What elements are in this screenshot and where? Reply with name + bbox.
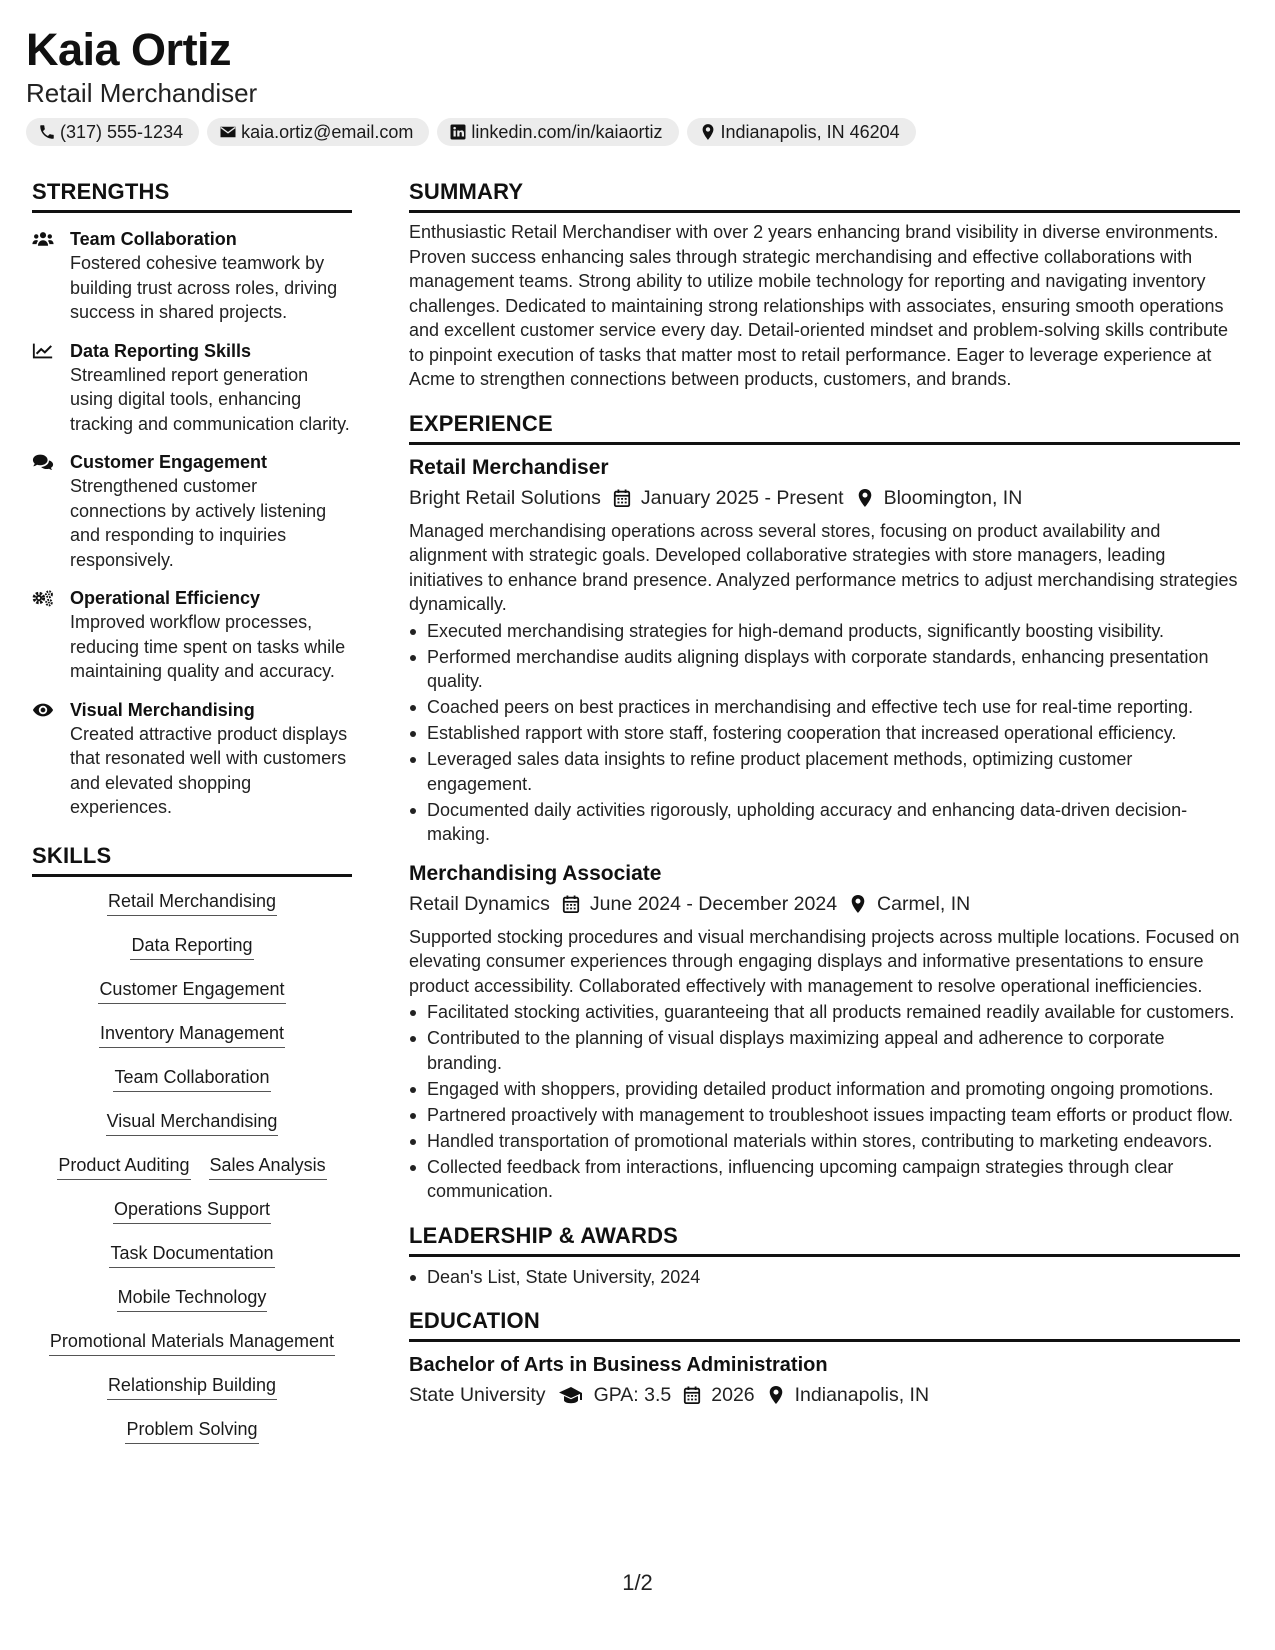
map-pin-icon — [856, 488, 874, 508]
job-company: Retail Dynamics — [409, 892, 550, 915]
summary-text: Enthusiastic Retail Merchandiser with over 2 years enhancing brand visibility in diverse environments. Proven success enhancing sales through strategic merchandising and effective collaborations with management teams. Strong ability to utilize mobile technology for reporting and navigating inventory challenges. Dedicated to maintaining strong relationships with associates, ensuring smooth operations and excellent customer service every day. Detail-oriented mindset and problem-solving skills contribute to pinpoint execution of tasks that matter most to retail performance. Eager to leverage experience at Acme to strengthen connections between products, customers, and brands. — [409, 222, 1229, 389]
chart-line-icon — [32, 342, 54, 360]
eye-icon — [32, 701, 54, 719]
bullet-item: Engaged with shoppers, providing detailed product information and promoting ongoing promotions. — [409, 1077, 1240, 1102]
phone-pill[interactable] — [26, 118, 199, 146]
education-meta — [409, 1382, 1240, 1408]
summary-heading: SUMMARY — [409, 178, 1240, 213]
right-column — [409, 178, 1240, 1408]
skill-tag: Relationship Building — [107, 1373, 277, 1400]
candidate-role: Retail Merchandiser — [26, 78, 258, 108]
degree-title: Bachelor of Arts in Business Administration — [409, 1354, 828, 1376]
job-entry — [409, 861, 1240, 1204]
strength-desc: Improved workflow processes, reducing time spent on tasks while maintaining quality and accuracy. — [70, 612, 346, 681]
skill-tag: Data Reporting — [130, 933, 253, 960]
contact-bar — [26, 118, 1246, 146]
bullet-item: Executed merchandising strategies for high-demand products, significantly boosting visibility. — [409, 619, 1240, 644]
envelope-icon — [219, 123, 237, 141]
skill-tag: Customer Engagement — [98, 977, 285, 1004]
awards-list — [409, 1265, 1240, 1290]
education-location: Indianapolis, IN — [794, 1384, 930, 1406]
strength-item — [32, 698, 352, 820]
strength-desc: Streamlined report generation using digital tools, enhancing tracking and communication clarity. — [70, 364, 350, 434]
gears-icon — [32, 589, 54, 607]
bullet-item: Facilitated stocking activities, guaranteeing that all products remained readily available for customers. — [409, 1000, 1240, 1025]
bullet-item: Documented daily activities rigorously, upholding accuracy and enhancing data-driven decision-making. — [409, 798, 1240, 847]
job-dates: June 2024 - December 2024 — [589, 892, 838, 915]
strength-title: Visual Merchandising — [70, 699, 255, 720]
bullet-item: Contributed to the planning of visual displays maximizing appeal and adherence to corporate branding. — [409, 1026, 1240, 1075]
strength-item — [32, 227, 352, 325]
job-meta — [409, 891, 1240, 917]
job-title: Merchandising Associate — [409, 861, 662, 885]
bullet-item: Handled transportation of promotional materials within stores, contributing to marketing endeavors. — [409, 1129, 1240, 1154]
location-text: Indianapolis, IN 46204 — [720, 121, 900, 142]
skill-tag: Inventory Management — [99, 1021, 285, 1048]
page-number: 1/2 — [622, 1570, 653, 1595]
strength-title: Team Collaboration — [70, 229, 237, 249]
email-text: kaia.ortiz@email.com — [241, 121, 414, 142]
job-dates: January 2025 - Present — [640, 486, 844, 509]
bullet-item: Established rapport with store staff, fostering cooperation that increased operational efficiency. — [409, 721, 1240, 746]
strengths-heading: STRENGTHS — [32, 178, 352, 213]
candidate-name: Kaia Ortiz — [26, 24, 232, 75]
bullet-item: Coached peers on best practices in merchandising and effective tech use for real-time reporting. — [409, 695, 1240, 720]
education-heading: EDUCATION — [409, 1307, 1240, 1342]
job-meta — [409, 485, 1240, 511]
location-pill[interactable] — [687, 118, 916, 146]
gpa-text: GPA: 3.5 — [593, 1384, 672, 1406]
phone-text: (317) 555-1234 — [60, 121, 184, 142]
skills-heading: SKILLS — [32, 842, 352, 877]
linkedin-text: linkedin.com/in/kaiaortiz — [471, 121, 663, 142]
strength-item — [32, 586, 352, 684]
strength-title: Operational Efficiency — [70, 588, 261, 608]
users-icon — [32, 230, 54, 248]
linkedin-icon — [449, 123, 467, 141]
skill-tag: Operations Support — [113, 1197, 271, 1224]
job-title: Retail Merchandiser — [409, 455, 609, 479]
skill-tag: Task Documentation — [109, 1241, 274, 1268]
map-pin-icon — [767, 1385, 785, 1405]
skill-tag: Mobile Technology — [117, 1285, 268, 1312]
job-location: Carmel, IN — [877, 892, 971, 915]
skill-tag: Visual Merchandising — [106, 1109, 279, 1136]
map-pin-icon — [849, 894, 867, 914]
strength-title: Data Reporting Skills — [70, 340, 252, 361]
strength-desc: Strengthened customer connections by actively listening and responding to inquiries responsively. — [70, 476, 327, 570]
strength-item — [32, 339, 352, 437]
map-pin-icon — [699, 123, 717, 141]
calendar-icon — [613, 488, 631, 508]
job-description: Managed merchandising operations across several stores, focusing on product availability and alignment with strategic goals. Developed collaborative strategies with store managers, leading initiatives to enhance brand presence. Analyzed performance metrics to adjust merchandising strategies dynamically. — [409, 520, 1238, 614]
bullet-item: Partnered proactively with management to troubleshoot issues impacting team efforts or product flow. — [409, 1103, 1240, 1128]
graduation-cap-icon — [558, 1385, 584, 1405]
job-entry — [409, 455, 1240, 847]
skills-list — [32, 889, 352, 1444]
awards-heading: LEADERSHIP & AWARDS — [409, 1222, 1240, 1257]
left-column — [32, 178, 352, 1444]
job-company: Bright Retail Solutions — [409, 486, 601, 509]
resume-header — [26, 24, 1246, 146]
comments-icon — [32, 453, 54, 471]
skill-tag: Sales Analysis — [209, 1153, 327, 1180]
experience-heading: EXPERIENCE — [409, 410, 1240, 445]
linkedin-pill[interactable] — [437, 118, 678, 146]
skill-tag: Problem Solving — [125, 1417, 258, 1444]
calendar-icon — [562, 894, 580, 914]
skill-tag: Product Auditing — [57, 1153, 190, 1180]
job-description: Supported stocking procedures and visual merchandising projects across multiple locations. Focused on elevating consumer experiences through engaging displays and informative presentations to ensure product accessibility. Collaborated effectively with management to resolve operational inefficiencies. — [409, 926, 1240, 996]
bullet-item: Leveraged sales data insights to refine product placement methods, optimizing customer engagement. — [409, 747, 1240, 796]
skill-tag: Retail Merchandising — [107, 889, 277, 916]
graduation-year: 2026 — [711, 1384, 755, 1406]
strength-desc: Created attractive product displays that resonated well with customers and elevated shopping experiences. — [70, 723, 348, 817]
job-bullets — [409, 619, 1240, 847]
award-item: Dean's List, State University, 2024 — [409, 1265, 1240, 1290]
strength-item — [32, 450, 352, 572]
phone-icon — [38, 123, 56, 141]
job-location: Bloomington, IN — [883, 486, 1023, 509]
skill-tag: Team Collaboration — [113, 1065, 270, 1092]
bullet-item: Performed merchandise audits aligning displays with corporate standards, enhancing presentation quality. — [409, 645, 1240, 694]
skill-tag: Promotional Materials Management — [49, 1329, 335, 1356]
job-bullets — [409, 1000, 1240, 1204]
school-name: State University — [409, 1384, 546, 1406]
calendar-icon — [683, 1385, 701, 1405]
strength-desc: Fostered cohesive teamwork by building trust across roles, driving success in shared projects. — [70, 253, 338, 322]
email-pill[interactable] — [207, 118, 429, 146]
bullet-item: Collected feedback from interactions, influencing upcoming campaign strategies through clear communication. — [409, 1155, 1240, 1204]
strength-title: Customer Engagement — [70, 452, 268, 472]
